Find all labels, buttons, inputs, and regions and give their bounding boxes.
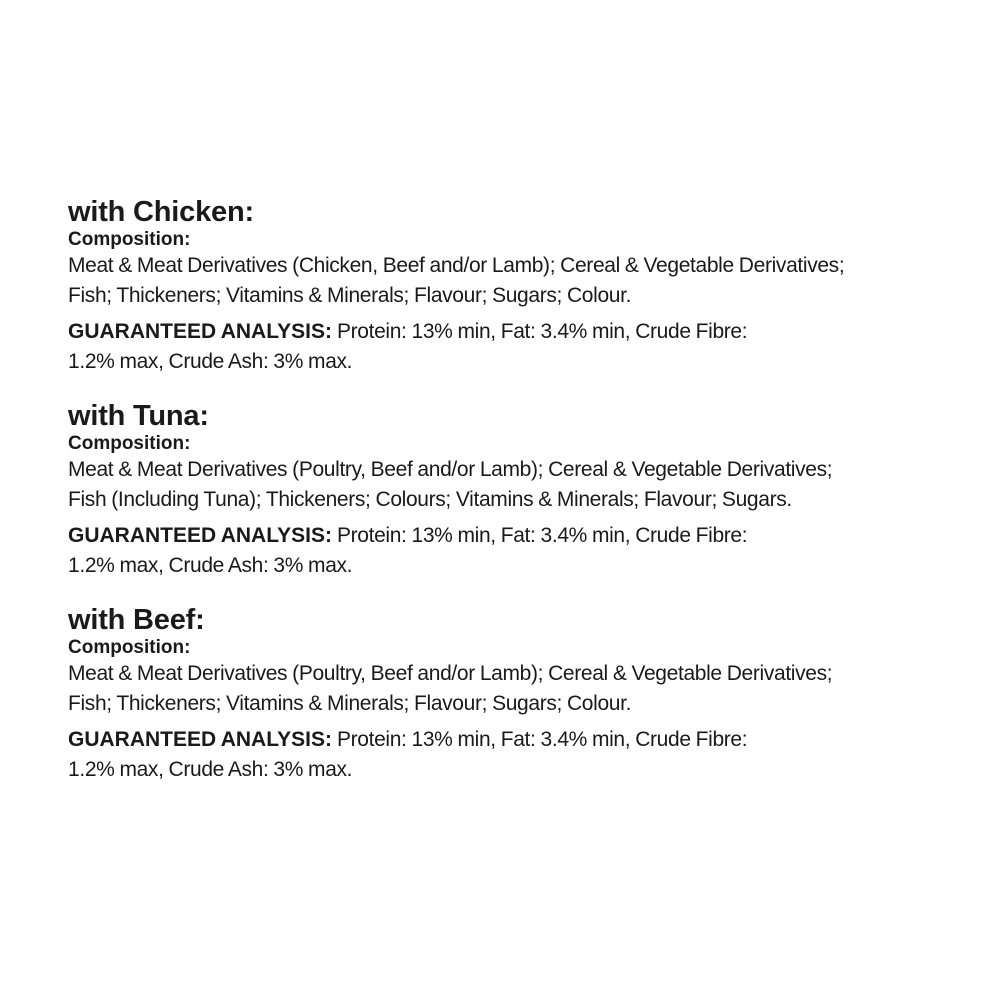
section-title: with Chicken:: [68, 196, 254, 228]
section-tuna: [68, 399, 968, 581]
composition-label: Composition:: [68, 433, 191, 454]
analysis-line: 1.2% max, Crude Ash: 3% max.: [68, 758, 353, 781]
composition-text: [68, 251, 968, 311]
composition-line: Meat & Meat Derivatives (Poultry, Beef and/or Lamb); Cereal & Vegetable Derivatives;: [68, 662, 833, 685]
section-chicken: [68, 195, 968, 377]
product-info-document: [68, 195, 968, 807]
composition-line: Meat & Meat Derivatives (Poultry, Beef and/or Lamb); Cereal & Vegetable Derivatives;: [68, 458, 833, 481]
section-title: with Beef:: [68, 604, 205, 636]
composition-line: Fish (Including Tuna); Thickeners; Colours; Vitamins & Minerals; Flavour; Sugars.: [68, 488, 792, 511]
guaranteed-analysis: [68, 521, 968, 581]
analysis-line: 1.2% max, Crude Ash: 3% max.: [68, 554, 353, 577]
section-title: with Tuna:: [68, 400, 209, 432]
composition-line: Meat & Meat Derivatives (Chicken, Beef and/or Lamb); Cereal & Vegetable Derivatives;: [68, 254, 845, 277]
analysis-values: Protein: 13% min, Fat: 3.4% min, Crude Fibre:: [336, 524, 748, 547]
composition-text: [68, 455, 968, 515]
section-beef: [68, 603, 968, 785]
analysis-line: [68, 317, 968, 347]
guaranteed-analysis: [68, 317, 968, 377]
composition-label: Composition:: [68, 637, 191, 658]
analysis-label: GUARANTEED ANALYSIS:: [68, 728, 332, 751]
analysis-values: Protein: 13% min, Fat: 3.4% min, Crude Fibre:: [336, 728, 748, 751]
composition-label: Composition:: [68, 229, 191, 250]
analysis-values: Protein: 13% min, Fat: 3.4% min, Crude Fibre:: [336, 320, 748, 343]
composition-line: Fish; Thickeners; Vitamins & Minerals; Flavour; Sugars; Colour.: [68, 284, 632, 307]
analysis-line: 1.2% max, Crude Ash: 3% max.: [68, 350, 353, 373]
analysis-line: [68, 725, 968, 755]
analysis-label: GUARANTEED ANALYSIS:: [68, 320, 332, 343]
guaranteed-analysis: [68, 725, 968, 785]
composition-line: Fish; Thickeners; Vitamins & Minerals; Flavour; Sugars; Colour.: [68, 692, 632, 715]
analysis-line: [68, 521, 968, 551]
composition-text: [68, 659, 968, 719]
analysis-label: GUARANTEED ANALYSIS:: [68, 524, 332, 547]
